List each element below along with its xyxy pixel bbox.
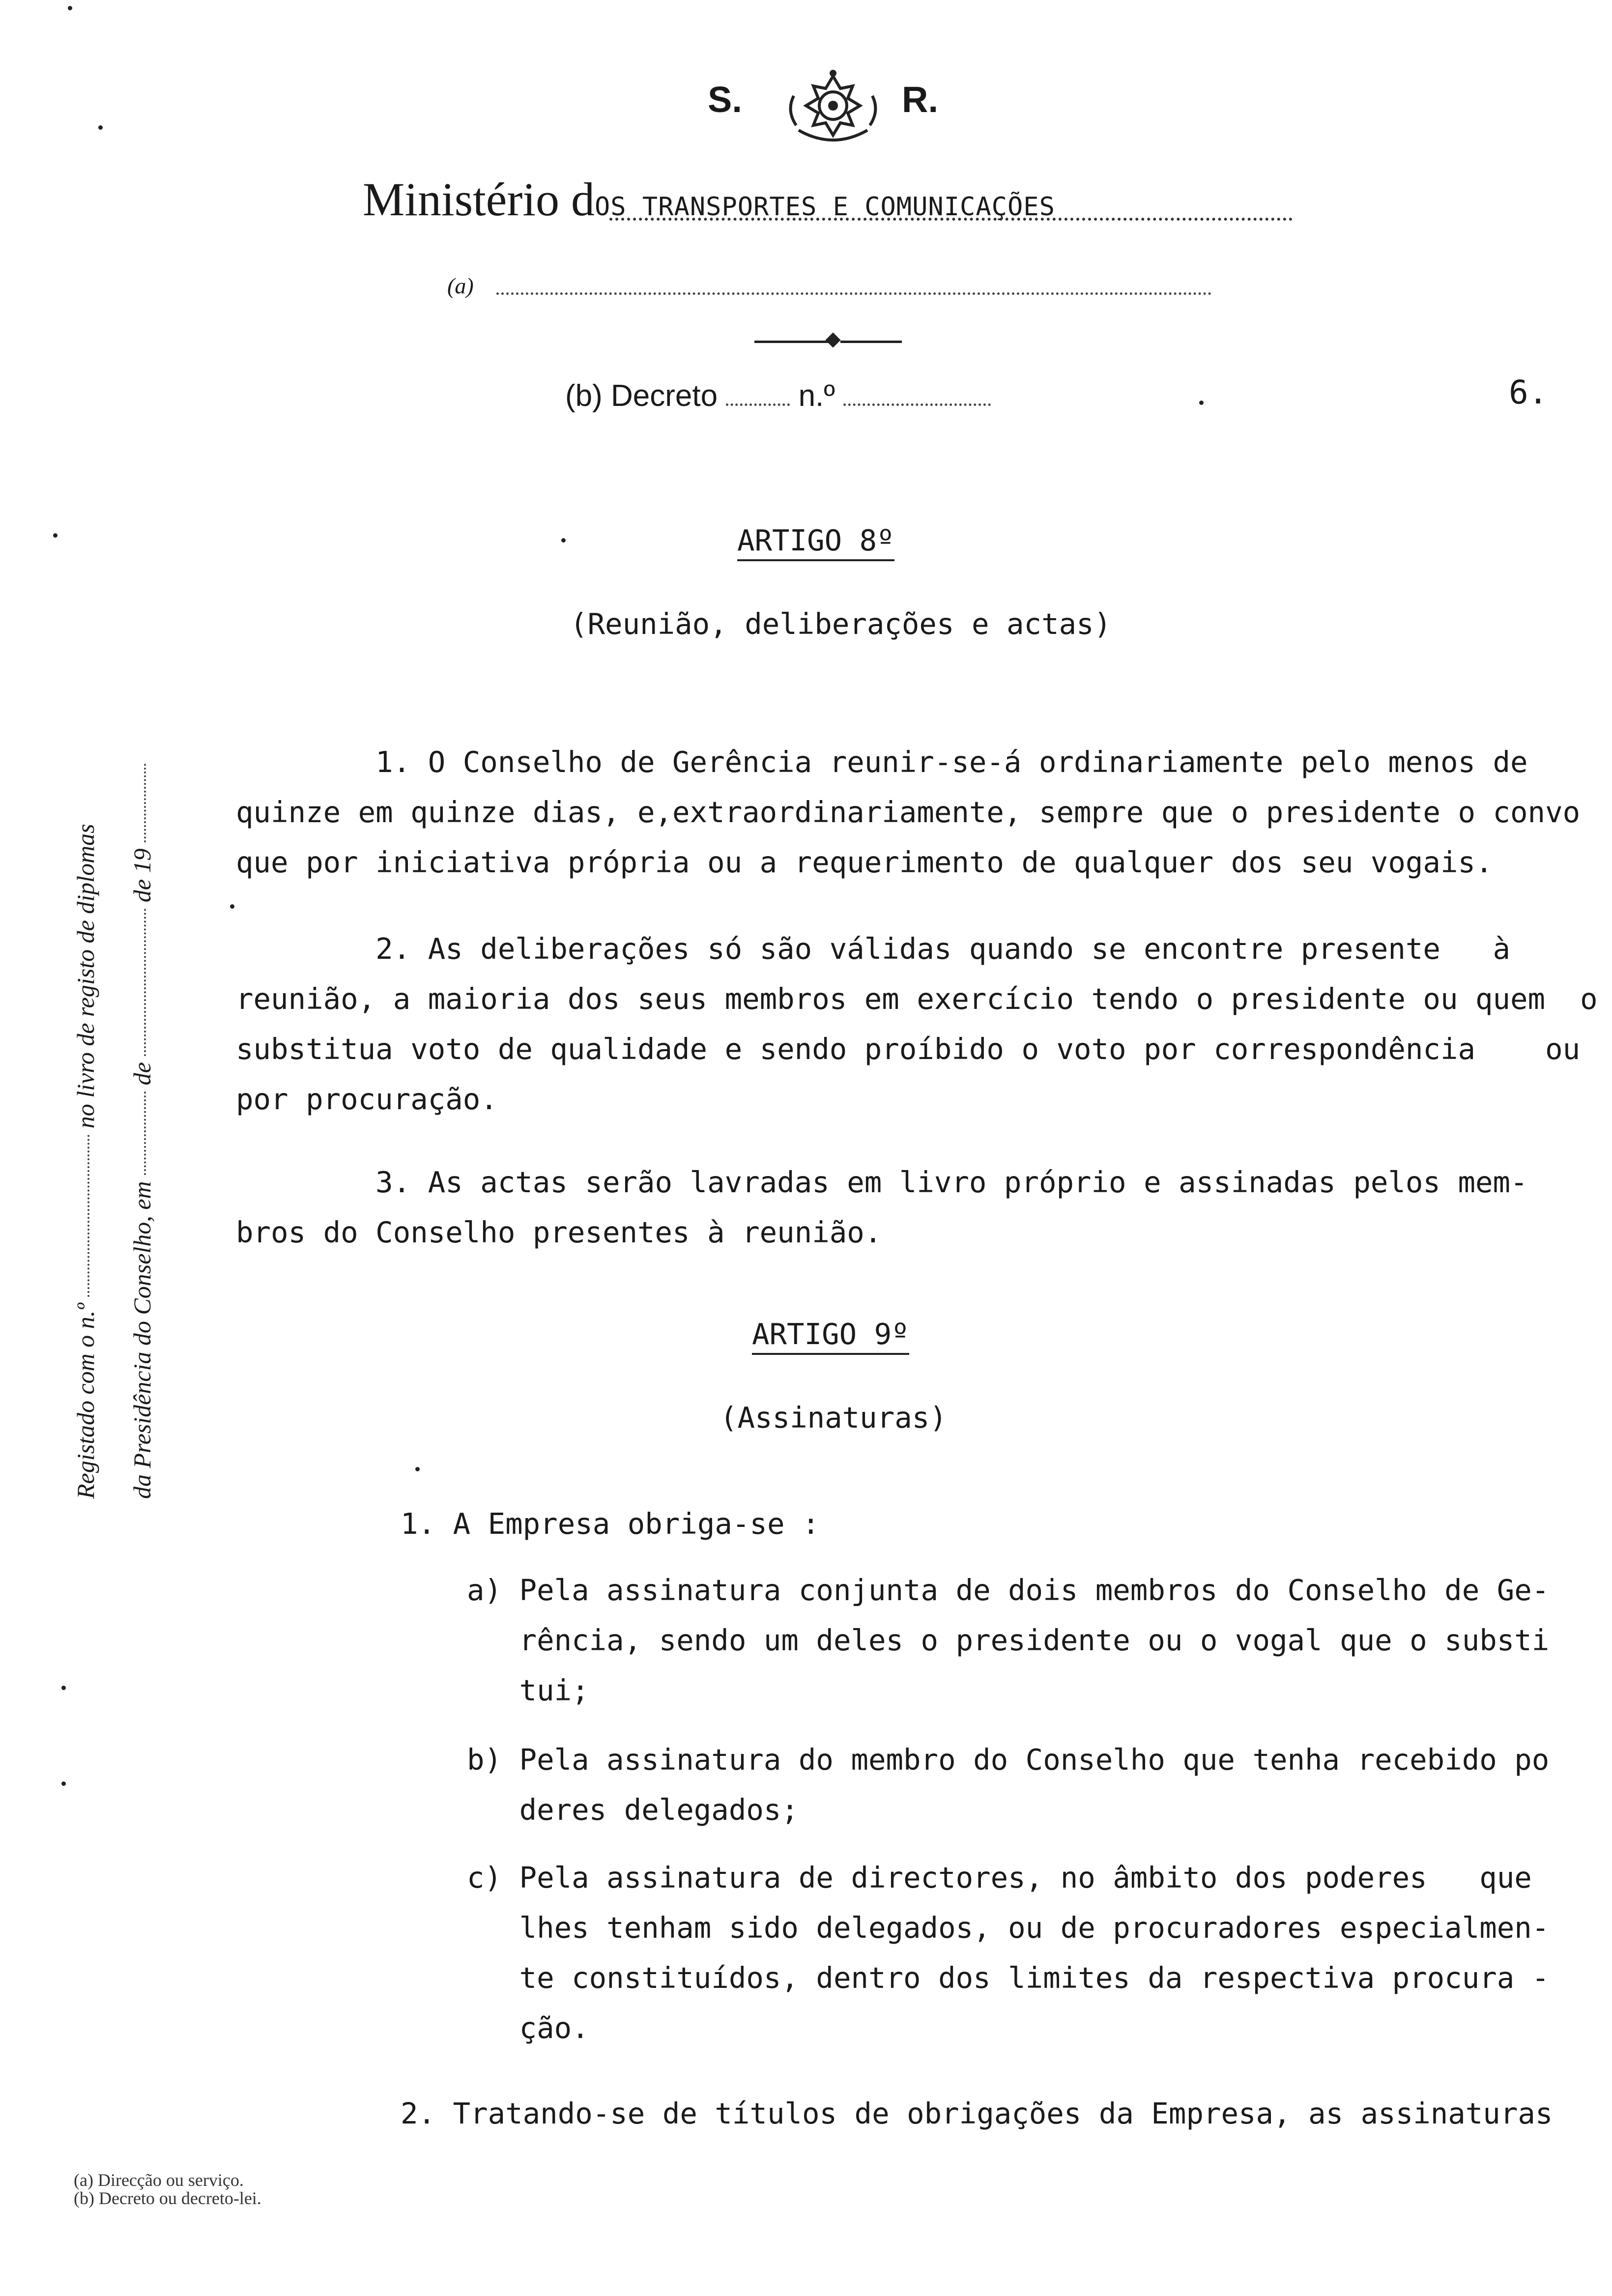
header-r-letter: R. — [902, 79, 938, 120]
article-9-subtitle: (Assinaturas) — [720, 1401, 947, 1435]
service-label: (a) — [447, 273, 474, 298]
decree-number-fill — [843, 403, 991, 406]
service-fill-line — [496, 292, 1211, 295]
scan-speck — [53, 533, 58, 538]
registration-margin — [42, 565, 170, 1499]
decree-number-label: n.º — [798, 379, 835, 413]
article-9-item-1: 1. A Empresa obriga-se : — [401, 1507, 820, 1541]
ministry-department: OS TRANSPORTES E COMUNICAÇÕES — [594, 192, 1055, 222]
ministry-fill-line — [609, 218, 1293, 221]
ornament-diamond-icon — [825, 332, 840, 347]
article-9-item-b: b) Pela assinatura do membro do Conselho que tenha recebido po deres delegados; — [467, 1743, 1550, 1827]
scan-speck — [415, 1467, 420, 1471]
scan-speck — [98, 125, 103, 130]
article-8-paragraph-3: 3. As actas serão lavradas em livro próprio e assinadas pelos mem- bros do Conselho presentes à reunião. — [236, 1165, 1528, 1249]
scan-speck — [230, 904, 234, 909]
ministry-prefix: Ministério d — [363, 173, 595, 226]
footnote-a: (a) Direcção ou serviço. — [74, 2170, 244, 2190]
page-number: 6. — [1509, 373, 1548, 411]
decree-label: (b) Decreto — [565, 379, 718, 413]
article-9-item-2: 2. Tratando-se de títulos de obrigações da Empresa, as assinaturas — [401, 2096, 1553, 2130]
header-s-letter: S. — [708, 79, 742, 120]
registration-line-2: da Presidência do Conselho, em de de 19 — [128, 764, 156, 1499]
scan-speck — [561, 538, 566, 543]
ornament-divider-left — [754, 341, 833, 343]
coat-of-arms-icon — [779, 66, 887, 150]
scan-speck — [1199, 401, 1204, 405]
article-8-subtitle: (Reunião, deliberações e actas) — [570, 607, 1112, 641]
article-9-item-c: c) Pela assinatura de directores, no âmbito dos poderes que lhes tenham sido delegados, ou de procuradores especialmen- te constituídos, dentro dos limites da respectiva procura - ção. — [467, 1861, 1550, 2045]
decree-line — [565, 378, 991, 413]
decree-type-fill — [726, 403, 790, 406]
registration-line-1: Registado com o n.º no livro de registo de diplomas — [72, 824, 99, 1499]
article-9-title: ARTIGO 9º — [752, 1317, 909, 1351]
article-9-item-a: a) Pela assinatura conjunta de dois membros do Conselho de Ge- rência, sendo um deles o presidente ou o vogal que o substi tui; — [467, 1573, 1550, 1707]
scan-speck — [61, 1686, 66, 1690]
ornament-divider-right — [840, 341, 902, 343]
scan-speck — [61, 1781, 66, 1786]
article-8-title: ARTIGO 8º — [737, 523, 894, 557]
article-8-paragraph-2: 2. As deliberações só são válidas quando se encontre presente à reunião, a maioria dos seus membros em exercício tendo o presidente ou quem o substitua voto de qualidade e sendo proíbido o voto por correspondência ou por procuração. — [236, 932, 1598, 1116]
article-8-paragraph-1: 1. O Conselho de Gerência reunir-se-á ordinariamente pelo menos de quinze em quinze dias, e,extraordinariamente, sempre que o presidente o convo que por iniciativa própria ou a requerimento de qualquer dos seu vogais. — [236, 745, 1581, 879]
footnote-b: (b) Decreto ou decreto-lei. — [74, 2188, 261, 2208]
scan-speck — [68, 6, 72, 10]
